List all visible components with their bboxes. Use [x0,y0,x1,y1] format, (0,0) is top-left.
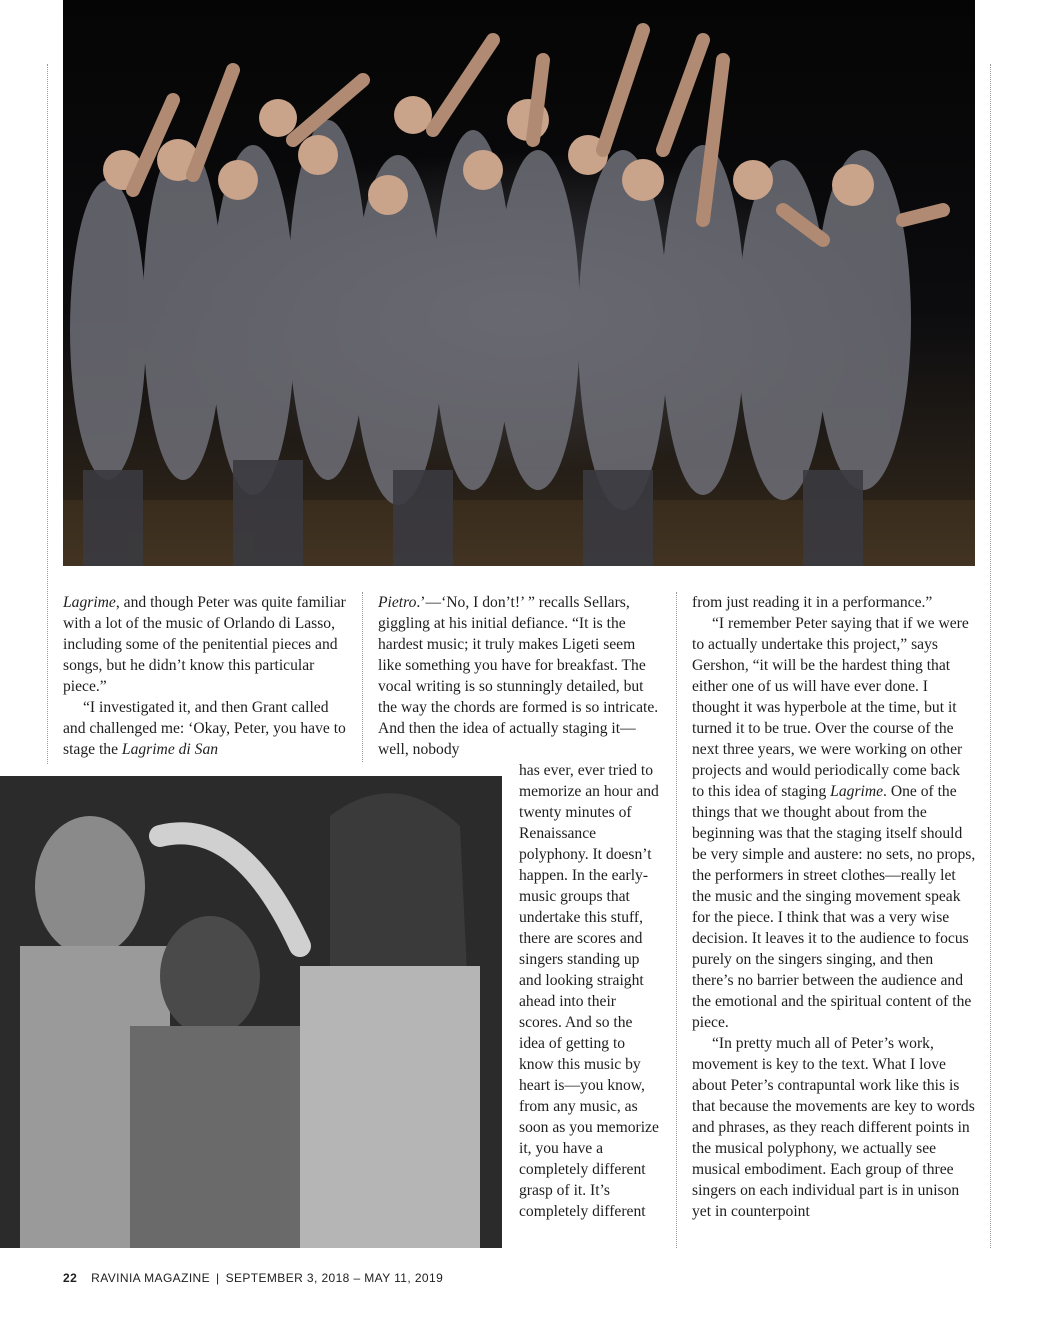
paragraph [692,613,976,1033]
article-column-1 [63,592,346,760]
article-column-2-narrow [519,760,661,1222]
paragraph-text: “In pretty much all of Peter’s work, movement is key to the text. What I love about Peter’s contrapuntal work like this is that because the movements are key to words and phrases, as they reach different points in the musical polyphony, we actually see musical embodiment. Each group of three singers on each individual part is in unison yet in counterpoint [692,1035,975,1220]
singers-bw-photo-silhouettes [0,776,502,1248]
italic-title: Pietro [378,594,417,611]
footer-separator: | [216,1271,220,1285]
article-column-3 [692,592,976,1222]
publication-name: RAVINIA MAGAZINE [91,1271,211,1285]
italic-title: Lagrime [63,594,116,611]
paragraph-text: . One of the things that we thought about from the beginning was that the staging itself should be very simple and austere: no sets, no props, the performers in street clothes—really let the music and the singing movement speak for the piece. I think that was a very wise decision. It leaves it to the audience to focus purely on the singers singing, and then there’s no barrier between the audience and the emotional and the spiritual content of the piece. [692,783,976,1031]
paragraph-text: , and though Peter was quite familiar with a lot of the music of Orlando di Lasso, including some of the penitential pieces and songs, but he didn’t know this particular piece.” [63,594,346,695]
column-rule-2 [676,592,677,1248]
article-column-2 [378,592,660,760]
column-rule-left-outer [47,64,48,764]
paragraph-text: .’—‘No, I don’t!’ ” recalls Sellars, giggling at his initial defiance. “It is the hardest music; it truly makes Ligeti seem like something you have for breakfast. The vocal writing is so stunningly detailed, but the way the chords are formed is so intricate. And then the idea of actually staging it—well, nobody [378,594,659,758]
paragraph [63,697,346,760]
issue-dates: SEPTEMBER 3, 2018 – MAY 11, 2019 [225,1271,444,1285]
page-number: 22 [63,1271,78,1285]
italic-title: Lagrime di San [121,741,219,758]
paragraph [63,592,346,697]
paragraph [378,592,660,760]
ensemble-photo [63,0,975,566]
singers-bw-photo [0,776,502,1248]
page-footer [63,1271,443,1285]
column-rule-1 [362,592,363,762]
column-rule-right-outer [990,64,991,1248]
paragraph-text: from just reading it in a performance.” [692,594,933,611]
italic-title: Lagrime [830,783,884,800]
ensemble-photo-silhouettes [63,0,975,566]
paragraph-text: “I investigated it, and then Grant called and challenged me: ‘Okay, Peter, you have to stage the [63,699,346,758]
paragraph-text: has ever, ever tried to memorize an hour and twenty minutes of Renaissance polyphony. It doesn’t happen. In the early-music groups that undertake this stuff, there are scores and singers standing up and looking straight ahead into their scores. And so the idea of getting to know this music by heart is—you know, from any music, as soon as you memorize it, you have a completely different grasp of it. It’s completely different [519,762,659,1220]
paragraph-text: “I remember Peter saying that if we were to actually undertake this project,” says Gershon, “it will be the hardest thing that either one of us will have ever done. I thought it was hyperbole at the time, but it turned it to be true. Over the course of the next three years, we were working on other projects and would periodically come back to this idea of staging [692,615,969,800]
